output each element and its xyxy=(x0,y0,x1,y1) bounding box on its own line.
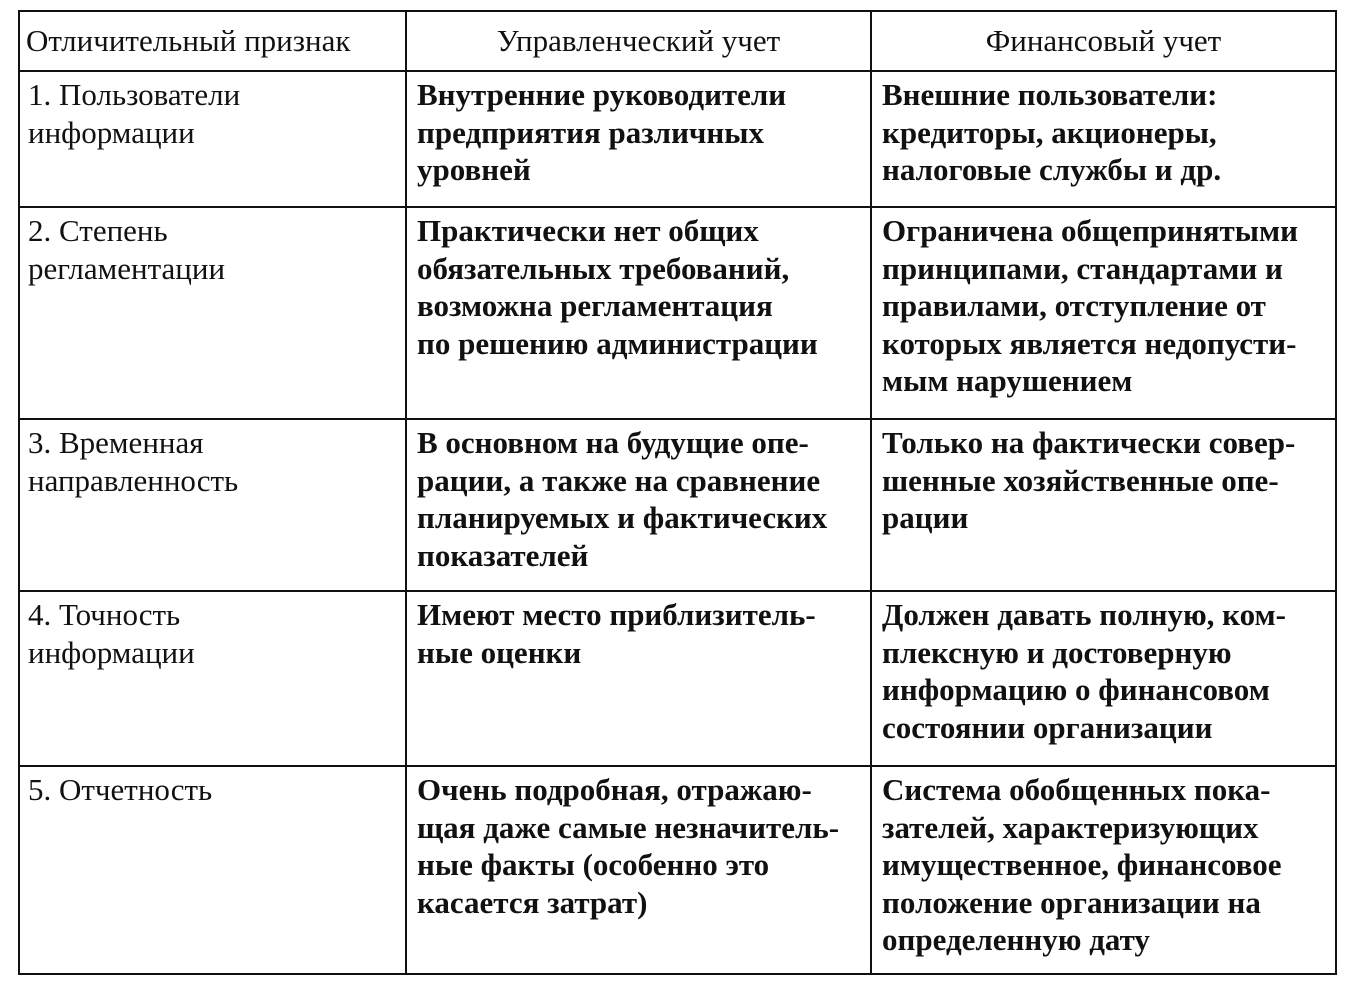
financial-line: зателей, характеризующих xyxy=(882,809,1259,845)
management-line: ные факты (особенно это xyxy=(417,847,770,882)
feature-line: 4. Точность xyxy=(28,597,181,632)
header-feature: Отличительный признак xyxy=(19,11,406,71)
financial-line: определенную дату xyxy=(882,922,1150,957)
financial-line: кредиторы, акционеры, xyxy=(882,114,1217,150)
management-line: В основном на будущие опе- xyxy=(417,425,809,460)
financial-line: правилами, отступление от xyxy=(882,288,1266,323)
management-cell xyxy=(406,591,871,766)
financial-line: Только на фактически совер- xyxy=(882,425,1296,460)
management-line: предприятия различных xyxy=(417,114,764,150)
management-cell xyxy=(406,766,871,974)
financial-cell xyxy=(871,207,1336,419)
feature-line: 2. Степень xyxy=(28,213,168,248)
header-financial-accounting: Финансовый учет xyxy=(871,11,1336,71)
table-row xyxy=(19,419,1336,591)
management-line: планируемых и фактических xyxy=(417,500,828,535)
feature-line: 1. Пользователи xyxy=(28,77,241,112)
feature-cell xyxy=(19,71,406,207)
feature-cell xyxy=(19,766,406,974)
financial-line: информацию о финансовом xyxy=(882,672,1270,707)
comparison-table-container xyxy=(18,10,1335,973)
feature-line: информации xyxy=(28,634,195,670)
financial-line: имущественное, финансовое xyxy=(882,847,1282,882)
financial-line: шенные хозяйственные опе- xyxy=(882,462,1279,498)
header-management-accounting: Управленческий учет xyxy=(406,11,871,71)
feature-line: информации xyxy=(28,114,195,150)
financial-cell xyxy=(871,766,1336,974)
management-line: по решению администрации xyxy=(417,325,818,361)
financial-line: налоговые службы и др. xyxy=(882,152,1222,187)
financial-line: плексную и достоверную xyxy=(882,634,1232,670)
financial-line: принципами, стандартами и xyxy=(882,250,1283,286)
management-line: обязательных требований, xyxy=(417,250,790,286)
management-cell xyxy=(406,419,871,591)
management-line: рации, а также на сравнение xyxy=(417,462,821,498)
financial-line: положение организации на xyxy=(882,884,1261,920)
management-cell xyxy=(406,207,871,419)
financial-line: Внешние пользователи: xyxy=(882,77,1218,112)
financial-cell xyxy=(871,71,1336,207)
financial-line: Должен давать полную, ком- xyxy=(882,597,1286,632)
feature-line: 3. Временная xyxy=(28,425,204,460)
management-line: Внутренние руководители xyxy=(417,77,787,112)
feature-cell xyxy=(19,207,406,419)
financial-line: рации xyxy=(882,500,969,535)
management-line: возможна регламентация xyxy=(417,288,773,323)
table-row xyxy=(19,71,1336,207)
financial-line: Система обобщенных пока- xyxy=(882,772,1271,807)
management-line: Практически нет общих xyxy=(417,213,759,248)
table-row xyxy=(19,207,1336,419)
feature-cell xyxy=(19,591,406,766)
financial-cell xyxy=(871,419,1336,591)
management-line: касается затрат) xyxy=(417,884,648,920)
feature-line: 5. Отчетность xyxy=(28,772,213,807)
management-line: щая даже самые незначитель- xyxy=(417,809,840,845)
financial-line: Ограничена общепринятыми xyxy=(882,213,1298,248)
management-line: Имеют место приблизитель- xyxy=(417,597,816,632)
feature-cell xyxy=(19,419,406,591)
financial-cell xyxy=(871,591,1336,766)
feature-line: регламентации xyxy=(28,250,226,286)
financial-line: которых является недопусти- xyxy=(882,325,1297,361)
table-header-row xyxy=(19,11,1336,71)
management-line: показателей xyxy=(417,537,589,573)
management-cell xyxy=(406,71,871,207)
comparison-table xyxy=(18,10,1337,975)
management-line: Очень подробная, отражаю- xyxy=(417,772,812,807)
management-line: уровней xyxy=(417,152,531,187)
financial-line: состоянии организации xyxy=(882,709,1213,745)
financial-line: мым нарушением xyxy=(882,363,1133,398)
table-row xyxy=(19,766,1336,974)
table-row xyxy=(19,591,1336,766)
management-line: ные оценки xyxy=(417,634,582,670)
feature-line: направленность xyxy=(28,462,239,498)
